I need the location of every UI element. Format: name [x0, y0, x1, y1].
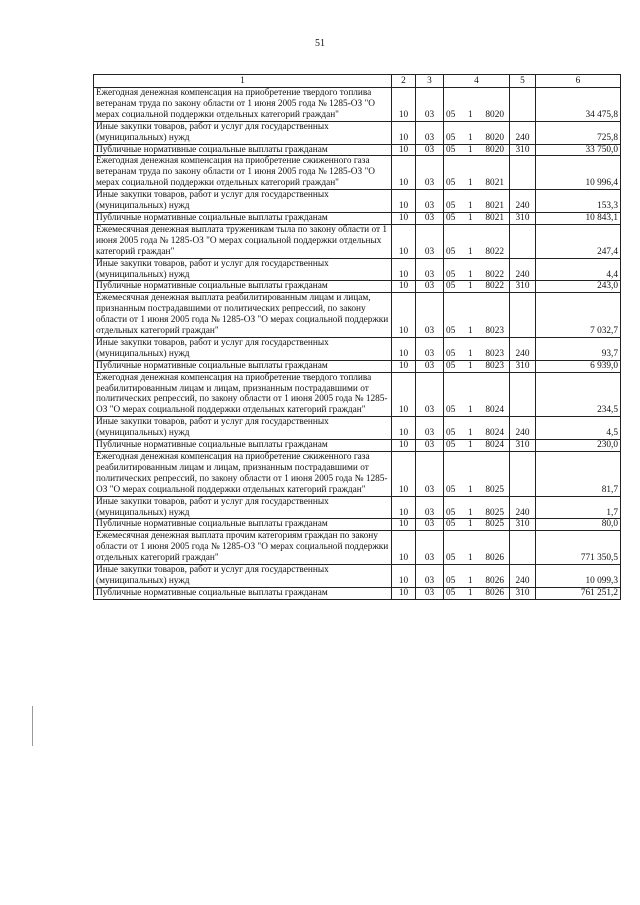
row-expense-type: 310 — [510, 144, 536, 156]
row-expense-type: 240 — [510, 337, 536, 360]
row-amount: 34 475,8 — [536, 88, 621, 122]
row-description: Ежегодная денежная компенсация на приобретение твердого топлива реабилитированным лицам и лицам, признанным пострадавшими от политических репрессий, по закону области от 1 июня 2005 года № 1285-ОЗ "О мерах социальной поддержки отдельных категорий граждан" — [94, 372, 392, 417]
table-row — [94, 531, 621, 565]
row-amount: 6 939,0 — [536, 360, 621, 372]
row-description: Публичные нормативные социальные выплаты гражданам — [94, 440, 392, 452]
row-target-code — [444, 293, 510, 338]
code-part: 05 — [446, 326, 456, 337]
row-description: Иные закупки товаров, работ и услуг для государственных (муниципальных) нужд — [94, 496, 392, 519]
code-part: 05 — [446, 507, 456, 518]
row-expense-type — [510, 531, 536, 565]
column-header: 1 — [94, 75, 392, 88]
code-part: 8024 — [485, 440, 504, 451]
row-description: Иные закупки товаров, работ и услуг для государственных (муниципальных) нужд — [94, 121, 392, 144]
row-target-code — [444, 565, 510, 588]
code-part: 8021 — [485, 178, 504, 189]
row-amount: 10 843,1 — [536, 212, 621, 224]
code-part: 8023 — [485, 326, 504, 337]
table-row — [94, 417, 621, 440]
row-target-code — [444, 440, 510, 452]
row-subsection: 03 — [416, 88, 444, 122]
table-row — [94, 144, 621, 156]
table-row — [94, 212, 621, 224]
code-part: 1 — [468, 575, 473, 586]
row-subsection: 03 — [416, 293, 444, 338]
table-row — [94, 293, 621, 338]
row-subsection: 03 — [416, 519, 444, 531]
row-target-code — [444, 212, 510, 224]
row-amount: 10 099,3 — [536, 565, 621, 588]
code-part: 1 — [468, 109, 473, 120]
row-section: 10 — [392, 293, 416, 338]
table-row — [94, 452, 621, 497]
code-part: 1 — [468, 428, 473, 439]
row-description: Иные закупки товаров, работ и услуг для государственных (муниципальных) нужд — [94, 190, 392, 213]
row-target-code — [444, 587, 510, 599]
row-expense-type: 240 — [510, 190, 536, 213]
row-subsection: 03 — [416, 121, 444, 144]
row-amount: 771 350,5 — [536, 531, 621, 565]
row-description: Иные закупки товаров, работ и услуг для государственных (муниципальных) нужд — [94, 337, 392, 360]
table-row — [94, 121, 621, 144]
row-amount: 243,0 — [536, 281, 621, 293]
row-subsection: 03 — [416, 372, 444, 417]
row-target-code — [444, 144, 510, 156]
code-part: 8022 — [485, 269, 504, 280]
table-row — [94, 281, 621, 293]
row-description: Ежегодная денежная компенсация на приобретение твердого топлива ветеранам труда по закону области от 1 июня 2005 года № 1285-ОЗ "О мерах социальной поддержки отдельных категорий граждан" — [94, 88, 392, 122]
code-part: 05 — [446, 201, 456, 212]
budget-table — [93, 74, 621, 600]
row-target-code — [444, 258, 510, 281]
row-expense-type: 240 — [510, 496, 536, 519]
table-row — [94, 372, 621, 417]
scan-mark — [32, 706, 33, 746]
row-amount: 153,3 — [536, 190, 621, 213]
row-section: 10 — [392, 281, 416, 293]
row-amount: 80,0 — [536, 519, 621, 531]
row-section: 10 — [392, 531, 416, 565]
code-part: 05 — [446, 246, 456, 257]
column-header: 6 — [536, 75, 621, 88]
row-expense-type: 310 — [510, 519, 536, 531]
row-section: 10 — [392, 212, 416, 224]
row-description: Ежемесячная денежная выплата прочим категориям граждан по закону области от 1 июня 2005 года № 1285-ОЗ "О мерах социальной поддержки отдельных категорий граждан" — [94, 531, 392, 565]
row-subsection: 03 — [416, 452, 444, 497]
code-part: 05 — [446, 440, 456, 451]
row-amount: 234,5 — [536, 372, 621, 417]
row-expense-type — [510, 156, 536, 190]
code-part: 8022 — [485, 281, 504, 292]
code-part: 1 — [468, 178, 473, 189]
row-target-code — [444, 224, 510, 258]
row-subsection: 03 — [416, 565, 444, 588]
row-subsection: 03 — [416, 417, 444, 440]
code-part: 8025 — [485, 507, 504, 518]
code-part: 05 — [446, 587, 456, 598]
code-part: 8024 — [485, 405, 504, 416]
row-expense-type — [510, 224, 536, 258]
table-row — [94, 587, 621, 599]
row-subsection: 03 — [416, 281, 444, 293]
code-part: 1 — [468, 484, 473, 495]
code-part: 1 — [468, 507, 473, 518]
row-section: 10 — [392, 496, 416, 519]
code-part: 05 — [446, 144, 456, 155]
row-section: 10 — [392, 440, 416, 452]
row-expense-type: 310 — [510, 281, 536, 293]
row-section: 10 — [392, 258, 416, 281]
row-amount: 33 750,0 — [536, 144, 621, 156]
row-amount: 725,8 — [536, 121, 621, 144]
code-part: 05 — [446, 484, 456, 495]
row-target-code — [444, 452, 510, 497]
row-subsection: 03 — [416, 587, 444, 599]
row-description: Ежегодная денежная компенсация на приобретение сжиженного газа ветеранам труда по закону области от 1 июня 2005 года № 1285-ОЗ "О мерах социальной поддержки отдельных категорий граждан" — [94, 156, 392, 190]
row-amount: 1,7 — [536, 496, 621, 519]
code-part: 1 — [468, 587, 473, 598]
code-part: 8023 — [485, 348, 504, 359]
row-description: Публичные нормативные социальные выплаты гражданам — [94, 587, 392, 599]
code-part: 1 — [468, 326, 473, 337]
table-body — [94, 75, 621, 600]
row-amount: 93,7 — [536, 337, 621, 360]
row-description: Ежемесячная денежная выплата труженикам тыла по закону области от 1 июня 2005 года № 1285-ОЗ "О мерах социальной поддержки отдельных категорий граждан" — [94, 224, 392, 258]
row-subsection: 03 — [416, 496, 444, 519]
code-part: 1 — [468, 519, 473, 530]
row-amount: 81,7 — [536, 452, 621, 497]
code-part: 1 — [468, 281, 473, 292]
row-subsection: 03 — [416, 440, 444, 452]
table-row — [94, 190, 621, 213]
code-part: 1 — [468, 246, 473, 257]
row-subsection: 03 — [416, 190, 444, 213]
code-part: 8025 — [485, 519, 504, 530]
row-subsection: 03 — [416, 212, 444, 224]
row-target-code — [444, 156, 510, 190]
code-part: 1 — [468, 212, 473, 223]
row-expense-type — [510, 372, 536, 417]
row-target-code — [444, 519, 510, 531]
row-description: Ежегодная денежная компенсация на приобретение сжиженного газа реабилитированным лицам и лицам, признанным пострадавшими от политических репрессий, по закону области от 1 июня 2005 года № 1285-ОЗ "О мерах социальной поддержки отдельных категорий граждан" — [94, 452, 392, 497]
row-target-code — [444, 496, 510, 519]
row-section: 10 — [392, 224, 416, 258]
code-part: 1 — [468, 440, 473, 451]
row-amount: 4,5 — [536, 417, 621, 440]
column-header: 5 — [510, 75, 536, 88]
row-section: 10 — [392, 337, 416, 360]
row-expense-type: 310 — [510, 440, 536, 452]
row-amount: 761 251,2 — [536, 587, 621, 599]
column-header: 2 — [392, 75, 416, 88]
column-header: 4 — [444, 75, 510, 88]
row-section: 10 — [392, 372, 416, 417]
row-amount: 230,0 — [536, 440, 621, 452]
code-part: 8021 — [485, 201, 504, 212]
code-part: 1 — [468, 201, 473, 212]
code-part: 05 — [446, 553, 456, 564]
code-part: 1 — [468, 360, 473, 371]
row-expense-type — [510, 293, 536, 338]
code-part: 05 — [446, 519, 456, 530]
code-part: 8026 — [485, 553, 504, 564]
row-description: Ежемесячная денежная выплата реабилитированным лицам и лицам, признанным пострадавшими от политических репрессий, по закону области от 1 июня 2005 года № 1285-ОЗ "О мерах социальной поддержки отдельных категорий граждан" — [94, 293, 392, 338]
table-row — [94, 440, 621, 452]
row-amount: 4,4 — [536, 258, 621, 281]
row-target-code — [444, 417, 510, 440]
row-subsection: 03 — [416, 258, 444, 281]
code-part: 8026 — [485, 575, 504, 586]
table-row — [94, 258, 621, 281]
row-section: 10 — [392, 88, 416, 122]
row-section: 10 — [392, 360, 416, 372]
row-expense-type — [510, 88, 536, 122]
code-part: 05 — [446, 348, 456, 359]
row-section: 10 — [392, 519, 416, 531]
row-subsection: 03 — [416, 337, 444, 360]
table-row — [94, 88, 621, 122]
row-expense-type: 240 — [510, 121, 536, 144]
code-part: 05 — [446, 212, 456, 223]
row-subsection: 03 — [416, 144, 444, 156]
row-amount: 10 996,4 — [536, 156, 621, 190]
row-expense-type: 310 — [510, 212, 536, 224]
row-section: 10 — [392, 190, 416, 213]
code-part: 05 — [446, 405, 456, 416]
table-row — [94, 337, 621, 360]
row-section: 10 — [392, 144, 416, 156]
row-section: 10 — [392, 156, 416, 190]
column-header: 3 — [416, 75, 444, 88]
row-description: Публичные нормативные социальные выплаты гражданам — [94, 212, 392, 224]
table-row — [94, 565, 621, 588]
code-part: 05 — [446, 269, 456, 280]
row-amount: 7 032,7 — [536, 293, 621, 338]
table-header-row — [94, 75, 621, 88]
row-target-code — [444, 337, 510, 360]
row-expense-type: 310 — [510, 360, 536, 372]
code-part: 8023 — [485, 360, 504, 371]
code-part: 1 — [468, 132, 473, 143]
row-expense-type: 310 — [510, 587, 536, 599]
row-description: Публичные нормативные социальные выплаты гражданам — [94, 360, 392, 372]
code-part: 05 — [446, 360, 456, 371]
code-part: 1 — [468, 553, 473, 564]
row-target-code — [444, 190, 510, 213]
code-part: 1 — [468, 405, 473, 416]
code-part: 05 — [446, 281, 456, 292]
row-description: Иные закупки товаров, работ и услуг для государственных (муниципальных) нужд — [94, 258, 392, 281]
row-description: Иные закупки товаров, работ и услуг для государственных (муниципальных) нужд — [94, 565, 392, 588]
table-row — [94, 156, 621, 190]
row-section: 10 — [392, 417, 416, 440]
row-target-code — [444, 88, 510, 122]
code-part: 8024 — [485, 428, 504, 439]
code-part: 1 — [468, 348, 473, 359]
row-subsection: 03 — [416, 156, 444, 190]
code-part: 1 — [468, 144, 473, 155]
row-subsection: 03 — [416, 360, 444, 372]
row-amount: 247,4 — [536, 224, 621, 258]
page-number: 51 — [315, 38, 325, 49]
row-expense-type: 240 — [510, 417, 536, 440]
row-target-code — [444, 121, 510, 144]
code-part: 8025 — [485, 484, 504, 495]
table-row — [94, 360, 621, 372]
row-expense-type: 240 — [510, 258, 536, 281]
row-subsection: 03 — [416, 224, 444, 258]
row-description: Иные закупки товаров, работ и услуг для государственных (муниципальных) нужд — [94, 417, 392, 440]
code-part: 05 — [446, 178, 456, 189]
row-target-code — [444, 372, 510, 417]
table-row — [94, 496, 621, 519]
code-part: 05 — [446, 132, 456, 143]
row-section: 10 — [392, 452, 416, 497]
row-description: Публичные нормативные социальные выплаты гражданам — [94, 519, 392, 531]
table-row — [94, 519, 621, 531]
row-target-code — [444, 531, 510, 565]
code-part: 8026 — [485, 587, 504, 598]
row-target-code — [444, 360, 510, 372]
row-section: 10 — [392, 587, 416, 599]
code-part: 8020 — [485, 144, 504, 155]
row-subsection: 03 — [416, 531, 444, 565]
code-part: 05 — [446, 428, 456, 439]
code-part: 05 — [446, 109, 456, 120]
row-expense-type — [510, 452, 536, 497]
row-expense-type: 240 — [510, 565, 536, 588]
code-part: 05 — [446, 575, 456, 586]
row-description: Публичные нормативные социальные выплаты гражданам — [94, 144, 392, 156]
code-part: 8021 — [485, 212, 504, 223]
row-target-code — [444, 281, 510, 293]
row-section: 10 — [392, 121, 416, 144]
row-section: 10 — [392, 565, 416, 588]
code-part: 8020 — [485, 109, 504, 120]
row-description: Публичные нормативные социальные выплаты гражданам — [94, 281, 392, 293]
code-part: 1 — [468, 269, 473, 280]
table-row — [94, 224, 621, 258]
code-part: 8020 — [485, 132, 504, 143]
code-part: 8022 — [485, 246, 504, 257]
